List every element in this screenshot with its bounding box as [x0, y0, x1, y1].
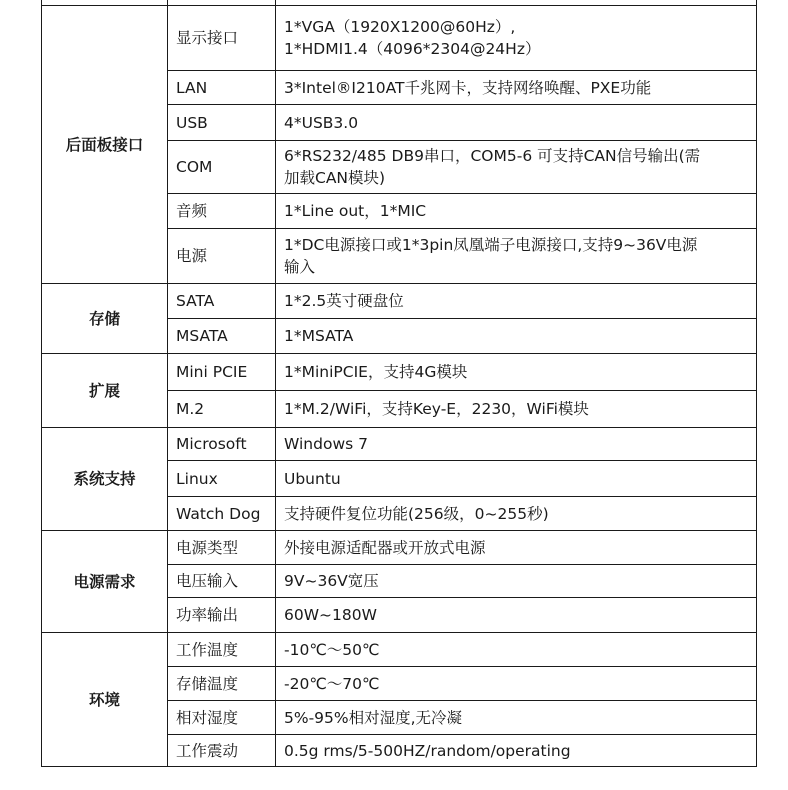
value-cell [276, 105, 757, 141]
item-cell: 相对湿度 [168, 701, 276, 735]
value-cell [276, 428, 757, 461]
value-cell [276, 565, 757, 598]
item-cell: 电源类型 [168, 531, 276, 565]
item-cell: 功率输出 [168, 598, 276, 633]
value-line: -20℃～70℃ [284, 674, 380, 693]
value-line: 60W~180W [284, 606, 377, 624]
category-cell: 扩展 [42, 354, 168, 428]
value-cell [276, 598, 757, 633]
value-line: 加载CAN模块) [284, 169, 386, 187]
item-cell: MSATA [168, 319, 276, 354]
value-line: 5%-95%相对湿度,无冷凝 [284, 708, 463, 727]
value-cell [276, 667, 757, 701]
category-cell: 环境 [42, 633, 168, 767]
category-cell: 后面板接口 [42, 6, 168, 284]
value-line: 支持硬件复位功能(256级，0~255秒) [284, 504, 549, 523]
item-cell: SATA [168, 284, 276, 319]
value-line: 输入 [284, 258, 316, 276]
item-cell: Linux [168, 461, 276, 497]
item-cell: 电源 [168, 229, 276, 284]
value-cell [276, 194, 757, 229]
value-line: 1*VGA（1920X1200@60Hz）, [284, 18, 516, 36]
value-cell [276, 633, 757, 667]
table-row [42, 428, 757, 461]
value-line: 1*HDMI1.4（4096*2304@24Hz） [284, 40, 541, 58]
value-cell [276, 141, 757, 194]
item-cell: 音频 [168, 194, 276, 229]
table-row [42, 284, 757, 319]
value-cell [276, 735, 757, 767]
item-cell: Watch Dog [168, 497, 276, 531]
value-line: 1*DC电源接口或1*3pin凤凰端子电源接口,支持9~36V电源 [284, 236, 698, 254]
value-cell [276, 6, 757, 71]
value-cell [276, 531, 757, 565]
item-cell: USB [168, 105, 276, 141]
item-cell: 工作震动 [168, 735, 276, 767]
table-row [42, 633, 757, 667]
item-cell: Mini PCIE [168, 354, 276, 391]
item-cell: 电压输入 [168, 565, 276, 598]
value-cell [276, 391, 757, 428]
value-line: 1*M.2/WiFi，支持Key-E，2230，WiFi模块 [284, 400, 589, 418]
table-row [42, 531, 757, 565]
item-cell: Microsoft [168, 428, 276, 461]
value-line: 1*MSATA [284, 327, 354, 345]
value-cell [276, 319, 757, 354]
value-cell [276, 354, 757, 391]
value-line: 4*USB3.0 [284, 113, 359, 132]
category-cell: 存储 [42, 284, 168, 354]
value-line: Windows 7 [284, 435, 368, 453]
value-line: Ubuntu [284, 469, 341, 488]
value-cell [276, 701, 757, 735]
value-line: 6*RS232/485 DB9串口，COM5-6 可支持CAN信号输出(需 [284, 147, 701, 165]
value-cell [276, 71, 757, 105]
value-line: 9V~36V宽压 [284, 572, 379, 590]
value-line: -10℃～50℃ [284, 640, 380, 659]
value-cell [276, 461, 757, 497]
value-cell [276, 229, 757, 284]
item-cell: LAN [168, 71, 276, 105]
value-line: 3*Intel®I210AT千兆网卡，支持网络唤醒、PXE功能 [284, 78, 652, 97]
item-cell: M.2 [168, 391, 276, 428]
category-cell: 电源需求 [42, 531, 168, 633]
category-cell: 系统支持 [42, 428, 168, 531]
value-cell [276, 284, 757, 319]
spec-table-body [42, 0, 757, 767]
value-line: 外接电源适配器或开放式电源 [284, 538, 486, 557]
item-cell: 工作温度 [168, 633, 276, 667]
item-cell: 存储温度 [168, 667, 276, 701]
item-cell: 显示接口 [168, 6, 276, 71]
value-line: 1*MiniPCIE，支持4G模块 [284, 363, 468, 381]
value-line: 1*2.5英寸硬盘位 [284, 292, 404, 310]
table-row [42, 6, 757, 71]
spec-table [41, 0, 757, 767]
value-cell [276, 497, 757, 531]
item-cell: COM [168, 141, 276, 194]
table-row [42, 354, 757, 391]
value-line: 0.5g rms/5-500HZ/random/operating [284, 741, 571, 760]
value-line: 1*Line out，1*MIC [284, 202, 427, 220]
